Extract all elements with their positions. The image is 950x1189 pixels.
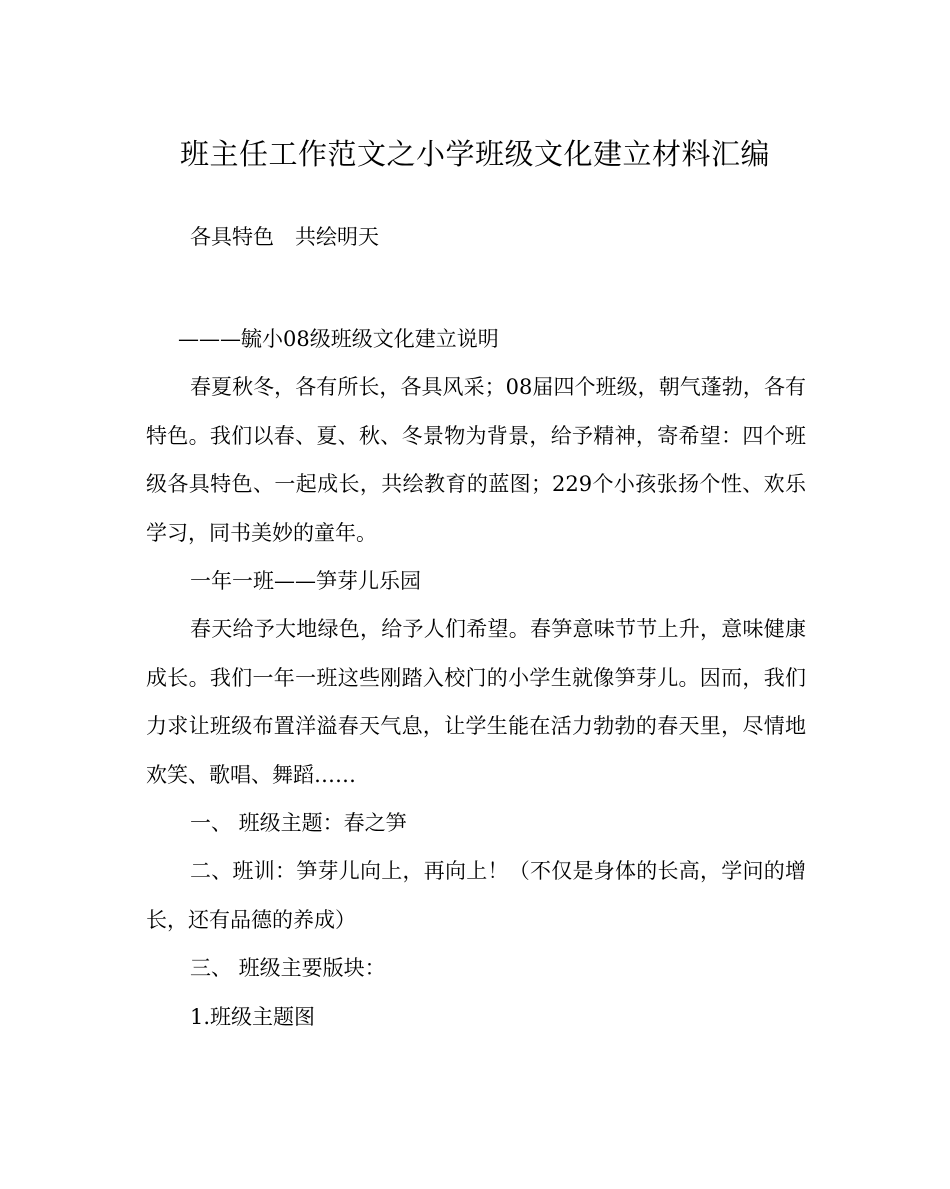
document-title: 班主任工作范文之小学班级文化建立材料汇编 <box>179 137 770 171</box>
list-item-theme-image: 1.班级主题图 <box>190 1004 316 1029</box>
paragraph-spring: 春天给予大地绿色，给予人们希望。春笋意味节节上升，意味健康成长。我们一年一班这些刚踏入校门的小学生就像笋芽儿。因而，我们力求让班级布置洋溢春天气息，让学生能在活力勃勃的春天里，尽情地欢笑、歌唱、舞蹈…… <box>146 617 806 787</box>
section-motto: 二、班训：笋芽儿向上，再向上！（不仅是身体的长高，学问的增长，还有品德的养成） <box>146 859 806 932</box>
intro-heading: ———毓小08级班级文化建立说明 <box>178 327 499 351</box>
section-theme: 一、 班级主题：春之笋 <box>190 811 407 836</box>
document-subtitle: 各具特色 共绘明天 <box>190 225 379 249</box>
paragraph-intro: 春夏秋冬，各有所长，各具风采；08届四个班级，朝气蓬勃，各有特色。我们以春、夏、秋、冬景物为背景，给予精神，寄希望：四个班级各具特色、一起成长，共绘教育的蓝图；229个小孩张扬个性、欢乐学习，同书美妙的童年。 <box>146 375 806 545</box>
section-blocks: 三、 班级主要版块： <box>190 956 386 981</box>
class-heading: 一年一班——笋芽儿乐园 <box>190 569 421 594</box>
document-body <box>146 315 806 1041</box>
